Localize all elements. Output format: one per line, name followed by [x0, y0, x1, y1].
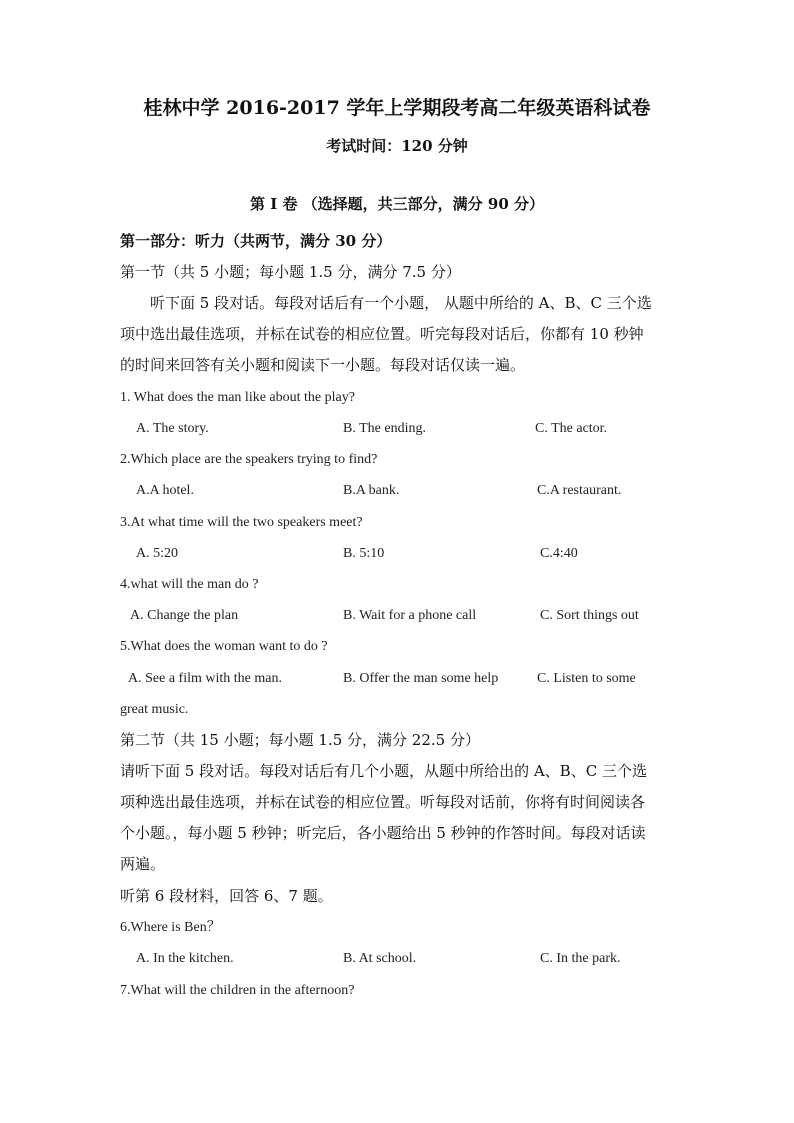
question-5-option-c: C. Listen to some: [537, 671, 636, 686]
question-6-option-a: A. In the kitchen.: [136, 951, 234, 966]
question-2: 2.Which place are the speakers trying to find?: [120, 452, 378, 467]
question-4-option-a: A. Change the plan: [130, 608, 239, 623]
question-4-option-b: B. Wait for a phone call: [343, 608, 477, 623]
question-4: 4.what will the man do ?: [120, 577, 259, 592]
question-6: 6.Where is Ben？: [120, 920, 221, 935]
section1-instructions-line3: 的时间来回答有关小题和阅读下一小题。每段对话仅读一遍。: [120, 356, 526, 374]
volume-title: 第 I 卷 （选择题，共三部分，满分 90 分）: [249, 195, 544, 213]
section2-instructions-line4: 两遍。: [120, 855, 166, 873]
section2-instructions-line2: 项种选出最佳选项，并标在试卷的相应位置。听每段对话前，你将有时间阅读各: [120, 793, 646, 811]
exam-title: 桂林中学 2016-2017 学年上学期段考高二年级英语科试卷: [143, 97, 651, 119]
question-1-option-c: C. The actor.: [535, 421, 608, 436]
question-1-option-b: B. The ending.: [343, 421, 426, 436]
question-5-option-a: A. See a film with the man.: [128, 671, 282, 686]
question-3-option-a: A. 5:20: [136, 546, 178, 561]
material-6-intro: 听第 6 段材料，回答 6、7 题。: [120, 887, 333, 905]
question-6-option-c: C. In the park.: [540, 951, 621, 966]
question-6-option-b: B. At school.: [343, 951, 417, 966]
section2-instructions-line3: 个小题。，每小题 5 秒钟；听完后，各小题给出 5 秒钟的作答时间。每段对话读: [120, 824, 646, 842]
question-5-option-c-continued: great music.: [120, 702, 189, 717]
exam-time: 考试时间：120 分钟: [326, 137, 468, 155]
question-5: 5.What does the woman want to do ?: [120, 639, 328, 654]
question-1-option-a: A. The story.: [136, 421, 209, 436]
question-5-option-b: B. Offer the man some help: [343, 671, 499, 686]
question-4-option-c: C. Sort things out: [540, 608, 639, 623]
section2-title: 第二节（共 15 小题；每小题 1.5 分，满分 22.5 分）: [120, 731, 480, 749]
question-2-option-b: B.A bank.: [343, 483, 400, 498]
question-2-option-a: A.A hotel.: [136, 483, 194, 498]
section1-instructions-line1: 听下面 5 段对话。每段对话后有一个小题， 从题中所给的 A、B、C 三个选: [150, 294, 652, 312]
section2-instructions-line1: 请听下面 5 段对话。每段对话后有几个小题，从题中所给出的 A、B、C 三个选: [120, 762, 647, 780]
question-3-option-c: C.4:40: [540, 546, 578, 561]
part1-title: 第一部分：听力（共两节，满分 30 分）: [120, 232, 392, 250]
question-3: 3.At what time will the two speakers meet?: [120, 515, 363, 530]
section1-instructions-line2: 项中选出最佳选项，并标在试卷的相应位置。听完每段对话后，你都有 10 秒钟: [120, 325, 644, 343]
question-1: 1. What does the man like about the play?: [120, 390, 355, 405]
question-3-option-b: B. 5:10: [343, 546, 385, 561]
question-7: 7.What will the children in the afternoon?: [120, 983, 355, 998]
question-2-option-c: C.A restaurant.: [537, 483, 622, 498]
section1-title: 第一节（共 5 小题；每小题 1.5 分，满分 7.5 分）: [120, 263, 461, 281]
